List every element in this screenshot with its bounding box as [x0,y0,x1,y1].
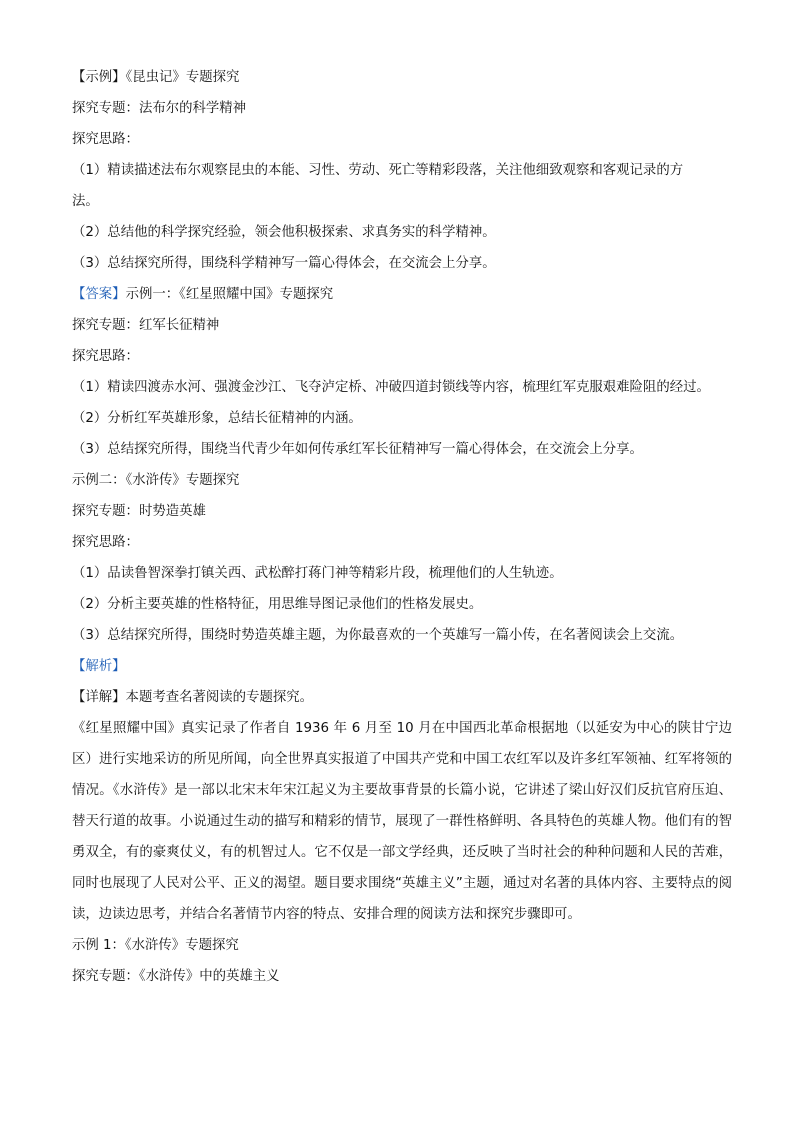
final-example-title: 示例 1：《水浒传》专题探究 [72,938,239,953]
analysis-paragraph: 《红星照耀中国》真实记录了作者自 1936 年 6 月至 10 月在中国西北革命根据地（以延安为中心的陕甘宁边区）进行实地采访的所见所闻，向全世界真实报道了中国共产党和中国工农红军以及许多红军领袖、红军将领的情况。《水浒传》是一部以北宋末年宋江起义为主要故事背景的长篇小说，它讲述了梁山好汉们反抗官府压迫、替天行道的故事。小说通过生动的描写和精彩的情节，展现了一群性格鲜明、各具特色的英雄人物。他们有的智勇双全，有的豪爽仗义，有的机智过人。它不仅是一部文学经典，还反映了当时社会的种种问题和人民的苦难，同时也展现了人民对公平、正义的渴望。题目要求围绕“英雄主义”主题，通过对名著的具体内容、主要特点的阅读，边读边思考，并结合名著情节内容的特点、安排合理的阅读方法和探究步骤即可。 [72,721,732,922]
answer2-thinking-label: 探究思路： [72,535,139,550]
answer1-step-3: （3）总结探究所得，围绕当代青少年如何传承红军长征精神写一篇心得体会，在交流会上分享。 [72,442,643,457]
example-topic: 探究专题：法布尔的科学精神 [72,101,247,116]
answer2-step-2: （2）分析主要英雄的性格特征，用思维导图记录他们的性格发展史。 [72,597,483,612]
answer1-step-1: （1）精读四渡赤水河、强渡金沙江、飞夺泸定桥、冲破四道封锁线等内容，梳理红军克服艰难险阻的经过。 [72,380,710,395]
answer2-step-3: （3）总结探究所得，围绕时势造英雄主题，为你最喜欢的一个英雄写一篇小传，在名著阅读会上交流。 [72,628,684,643]
answer-tag: 【答案】 [72,287,126,302]
detail-line: 【详解】本题考查名著阅读的专题探究。 [72,690,314,705]
example-step-2: （2）总结他的科学探究经验，领会他积极探索、求真务实的科学精神。 [72,225,496,240]
answer1-topic: 探究专题：红军长征精神 [72,318,220,333]
example-step-1: （1）精读描述法布尔观察昆虫的本能、习性、劳动、死亡等精彩段落，关注他细致观察和客观记录的方 [72,163,684,178]
answer2-topic: 探究专题：时势造英雄 [72,504,206,519]
answer2-title: 示例二：《水浒传》专题探究 [72,473,240,488]
answer1-thinking-label: 探究思路： [72,349,139,364]
example-step-1-cont: 法。 [72,194,99,209]
answer2-step-1: （1）品读鲁智深拳打镇关西、武松醉打蒋门神等精彩片段，梳理他们的人生轨迹。 [72,566,563,581]
analysis-heading [72,651,732,682]
answer-heading [72,279,732,310]
final-example-topic: 探究专题：《水浒传》中的英雄主义 [72,969,280,984]
answer-title: 示例一：《红星照耀中国》专题探究 [125,287,334,302]
document-page [72,62,732,992]
answer1-step-2: （2）分析红军英雄形象，总结长征精神的内涵。 [72,411,362,426]
example-thinking-label: 探究思路： [72,132,139,147]
example-header: 【示例】《昆虫记》专题探究 [72,70,240,85]
example-step-3: （3）总结探究所得，围绕科学精神写一篇心得体会，在交流会上分享。 [72,256,496,271]
analysis-tag: 【解析】 [72,659,126,674]
